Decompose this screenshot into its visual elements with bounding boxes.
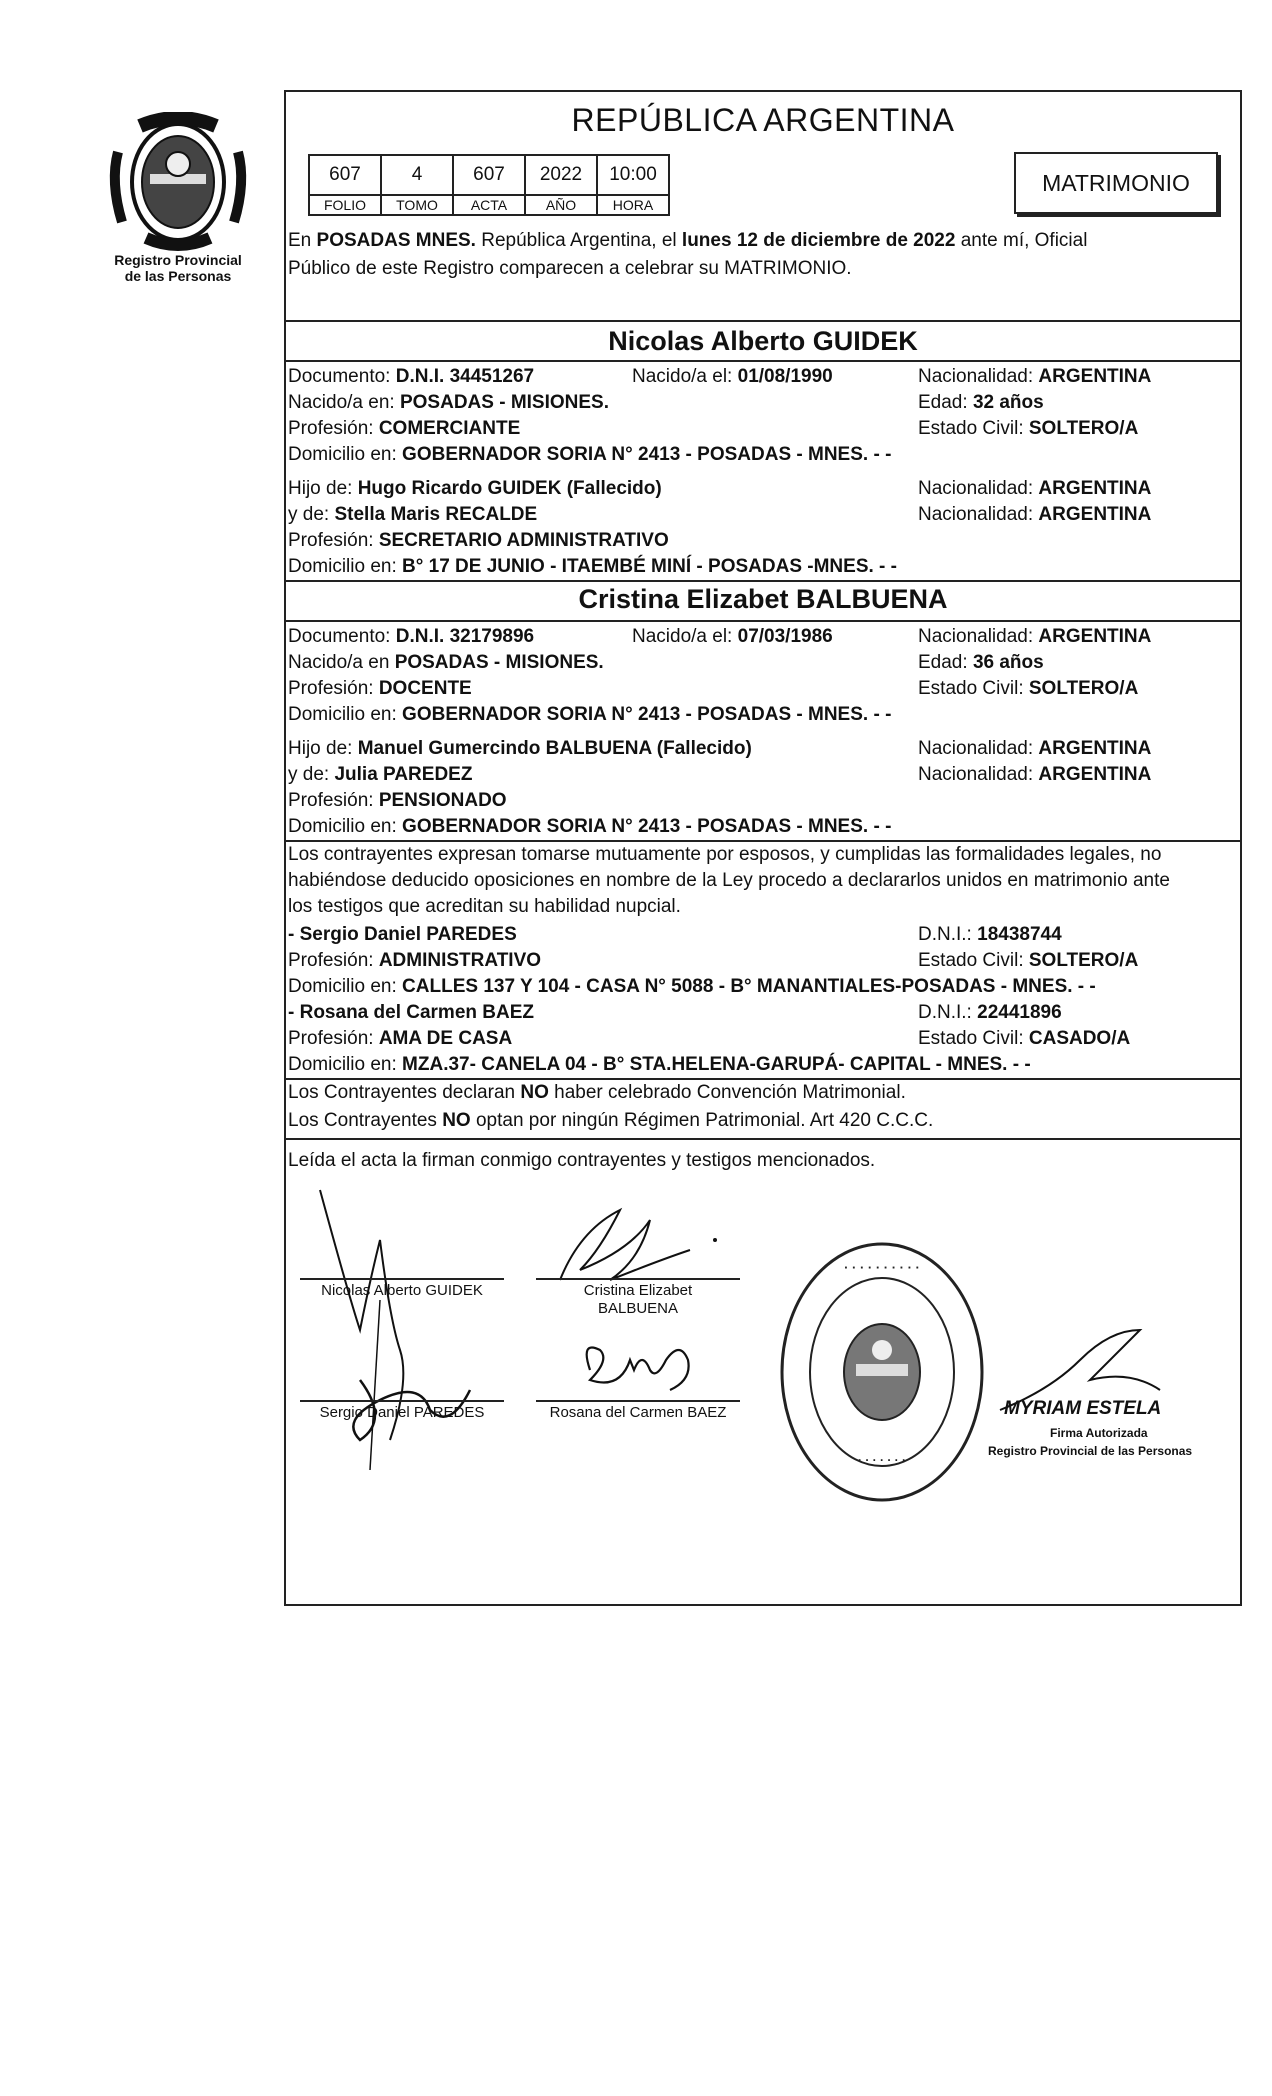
divider xyxy=(284,360,1242,362)
signature-caption-1: Nicolas Alberto GUIDEK xyxy=(321,1282,483,1299)
divider xyxy=(284,320,1242,322)
value: 07/03/1986 xyxy=(737,626,833,647)
value: 18438744 xyxy=(977,924,1062,945)
signature-line xyxy=(300,1278,504,1280)
spouse1-mother-nationality xyxy=(918,504,1151,526)
intro-text: En xyxy=(288,230,317,251)
spouse2-mother xyxy=(288,764,472,786)
tomo-value: 4 xyxy=(381,155,453,195)
official-name: MYRIAM ESTELA xyxy=(1004,1398,1162,1419)
value: 01/08/1990 xyxy=(737,366,833,387)
signature-line xyxy=(536,1278,740,1280)
label: Profesión: xyxy=(288,1028,379,1049)
value: Stella Maris RECALDE xyxy=(334,504,538,525)
label: Edad: xyxy=(918,652,973,673)
official-seal-stamp xyxy=(772,1232,992,1512)
witness2-civil-status xyxy=(918,1028,1130,1050)
label: Domicilio en: xyxy=(288,704,403,725)
value: Julia PAREDEZ xyxy=(334,764,473,785)
value: SECRETARIO ADMINISTRATIVO xyxy=(378,530,669,551)
signature-scribble-4 xyxy=(570,1330,710,1400)
value: ARGENTINA xyxy=(1038,478,1152,499)
spouse2-parent-profession xyxy=(288,790,507,812)
value: ARGENTINA xyxy=(1038,738,1152,759)
label: Profesión: xyxy=(288,950,379,971)
spouse2-father xyxy=(288,738,752,760)
registry-caption-line2: de las Personas xyxy=(124,268,232,284)
value: SOLTERO/A xyxy=(1028,950,1139,971)
label: Documento: xyxy=(288,626,396,647)
value: DOCENTE xyxy=(378,678,472,699)
label: Documento: xyxy=(288,366,396,387)
act-type-box: MATRIMONIO xyxy=(1014,152,1218,214)
label: Nacionalidad: xyxy=(918,738,1039,759)
hora-value: 10:00 xyxy=(597,155,669,195)
divider xyxy=(284,620,1242,622)
label: Domicilio en: xyxy=(288,1054,403,1075)
declaration-line1: Los contrayentes expresan tomarse mutuamente por esposos, y cumplidas las formalidades legales, no xyxy=(288,844,1162,865)
label: Domicilio en: xyxy=(288,444,403,465)
value: GOBERNADOR SORIA N° 2413 - POSADAS - MNES. - - xyxy=(402,704,892,725)
label: y de: xyxy=(288,504,335,525)
spouse2-name: Cristina Elizabet BALBUENA xyxy=(578,584,948,614)
value: ARGENTINA xyxy=(1038,366,1152,387)
intro-line1 xyxy=(288,230,1087,252)
value: D.N.I. 32179896 xyxy=(395,626,535,647)
label: Profesión: xyxy=(288,418,379,439)
spouse2-birthdate xyxy=(632,626,833,648)
text: optan por ningún Régimen Patrimonial. Art 420 C.C.C. xyxy=(470,1110,934,1131)
spouse1-name: Nicolas Alberto GUIDEK xyxy=(608,326,918,356)
value: B° 17 DE JUNIO - ITAEMBÉ MINÍ - POSADAS -MNES. - - xyxy=(402,556,897,577)
spouse1-nationality xyxy=(918,366,1151,388)
value: CASADO/A xyxy=(1028,1028,1131,1049)
value: ADMINISTRATIVO xyxy=(378,950,542,971)
value: ARGENTINA xyxy=(1038,626,1152,647)
intro-text: República Argentina, el xyxy=(475,230,682,251)
signature-caption-2-line2: BALBUENA xyxy=(597,1300,679,1317)
spouse1-father xyxy=(288,478,662,500)
label: Nacionalidad: xyxy=(918,764,1039,785)
value: Manuel Gumercindo BALBUENA (Fallecido) xyxy=(357,738,752,759)
spouse1-birthplace xyxy=(288,392,609,414)
declaration-line3: los testigos que acreditan su habilidad nupcial. xyxy=(288,896,681,917)
label: Nacido/a el: xyxy=(632,626,738,647)
label: Profesión: xyxy=(288,678,379,699)
svg-text:· · · · · · ·: · · · · · · · xyxy=(858,1453,906,1467)
label: Profesión: xyxy=(288,530,379,551)
value: GOBERNADOR SORIA N° 2413 - POSADAS - MNES. - - xyxy=(402,444,892,465)
label: Domicilio en: xyxy=(288,816,403,837)
spouse2-nationality xyxy=(918,626,1151,648)
svg-text:· · · · · · · · · ·: · · · · · · · · · · xyxy=(844,1260,920,1275)
folio-value: 607 xyxy=(309,155,381,195)
witness1-profession xyxy=(288,950,541,972)
spouse1-profession xyxy=(288,418,520,440)
label: Nacido/a en xyxy=(288,652,395,673)
spouse1-birthdate xyxy=(632,366,833,388)
label: Hijo de: xyxy=(288,738,358,759)
value: 32 años xyxy=(972,392,1044,413)
text: haber celebrado Convención Matrimonial. xyxy=(548,1082,906,1103)
anio-label: AÑO xyxy=(525,195,597,215)
value: 22441896 xyxy=(977,1002,1062,1023)
spouse1-document xyxy=(288,366,534,388)
spouse2-address xyxy=(288,704,891,726)
label: D.N.I.: xyxy=(918,1002,978,1023)
spouse2-civil-status xyxy=(918,678,1138,700)
spouse1-mother xyxy=(288,504,537,526)
text: Los Contrayentes declaran xyxy=(288,1082,521,1103)
signature-caption-4: Rosana del Carmen BAEZ xyxy=(549,1404,727,1421)
label: Nacionalidad: xyxy=(918,478,1039,499)
witness2-dni xyxy=(918,1002,1062,1024)
value: ARGENTINA xyxy=(1038,764,1152,785)
intro-date: lunes 12 de diciembre de 2022 xyxy=(681,230,956,251)
witness1-dni xyxy=(918,924,1062,946)
acta-label: ACTA xyxy=(453,195,525,215)
value: ARGENTINA xyxy=(1038,504,1152,525)
spouse1-parent-address xyxy=(288,556,897,578)
spouse2-profession xyxy=(288,678,472,700)
divider xyxy=(284,1138,1242,1140)
label: Nacionalidad: xyxy=(918,626,1039,647)
spouse1-civil-status xyxy=(918,418,1138,440)
value: D.N.I. 34451267 xyxy=(395,366,535,387)
signature-line xyxy=(536,1400,740,1402)
label: Nacionalidad: xyxy=(918,366,1039,387)
value: PENSIONADO xyxy=(378,790,507,811)
value: COMERCIANTE xyxy=(378,418,521,439)
intro-line2: Público de este Registro comparecen a celebrar su MATRIMONIO. xyxy=(288,258,852,279)
anio-value: 2022 xyxy=(525,155,597,195)
text: NO xyxy=(442,1110,471,1131)
label: Nacido/a en: xyxy=(288,392,400,413)
signature-scribble-1 xyxy=(300,1180,520,1480)
official-role: Firma Autorizada xyxy=(1050,1426,1148,1440)
spouse1-parent-profession xyxy=(288,530,669,552)
registry-caption-line1: Registro Provincial xyxy=(114,252,242,268)
spouse1-father-nationality xyxy=(918,478,1151,500)
spouse2-mother-nationality xyxy=(918,764,1151,786)
label: D.N.I.: xyxy=(918,924,978,945)
spouse2-parent-address xyxy=(288,816,891,838)
value: SOLTERO/A xyxy=(1028,678,1139,699)
value: AMA DE CASA xyxy=(378,1028,513,1049)
intro-place: POSADAS MNES. xyxy=(316,230,476,251)
spouse2-father-nationality xyxy=(918,738,1151,760)
spouse1-age xyxy=(918,392,1044,414)
acta-value: 607 xyxy=(453,155,525,195)
value: 36 años xyxy=(972,652,1044,673)
witness1-name: - Sergio Daniel PAREDES xyxy=(288,924,517,945)
spouse2-age xyxy=(918,652,1044,674)
value: SOLTERO/A xyxy=(1028,418,1139,439)
country-title: REPÚBLICA ARGENTINA xyxy=(571,102,955,138)
label: Domicilio en: xyxy=(288,556,403,577)
value: Hugo Ricardo GUIDEK (Fallecido) xyxy=(357,478,662,499)
folio-label: FOLIO xyxy=(309,195,381,215)
label: Estado Civil: xyxy=(918,950,1029,971)
value: MZA.37- CANELA 04 - B° STA.HELENA-GARUPÁ- CAPITAL - MNES. - - xyxy=(402,1054,1031,1075)
intro-text: ante mí, Oficial xyxy=(955,230,1088,251)
witness2-profession xyxy=(288,1028,512,1050)
hora-label: HORA xyxy=(597,195,669,215)
label: Domicilio en: xyxy=(288,976,403,997)
value: GOBERNADOR SORIA N° 2413 - POSADAS - MNES. - - xyxy=(402,816,892,837)
witness2-address xyxy=(288,1054,1031,1076)
label: Estado Civil: xyxy=(918,418,1029,439)
label: Estado Civil: xyxy=(918,1028,1029,1049)
spouse1-address xyxy=(288,444,891,466)
declaration-line2: habiéndose deducido oposiciones en nombre de la Ley procedo a declararlos unidos en matrimonio ante xyxy=(288,870,1170,891)
signature-caption-3: Sergio Daniel PAREDES xyxy=(319,1404,485,1421)
registry-data-table xyxy=(308,154,670,216)
value: CALLES 137 Y 104 - CASA N° 5088 - B° MANANTIALES-POSADAS - MNES. - - xyxy=(402,976,1096,997)
witness1-address xyxy=(288,976,1096,998)
label: Nacido/a el: xyxy=(632,366,738,387)
signature-line xyxy=(300,1400,504,1402)
label: Estado Civil: xyxy=(918,678,1029,699)
value: POSADAS - MISIONES. xyxy=(399,392,609,413)
regime-line2 xyxy=(288,1110,933,1132)
divider xyxy=(284,580,1242,582)
spouse2-birthplace xyxy=(288,652,604,674)
official-office: Registro Provincial de las Personas xyxy=(988,1444,1193,1458)
witness1-civil-status xyxy=(918,950,1138,972)
label: y de: xyxy=(288,764,335,785)
spouse2-document xyxy=(288,626,534,648)
tomo-label: TOMO xyxy=(381,195,453,215)
signature-caption-2-line1: Cristina Elizabet xyxy=(583,1282,693,1299)
text: Los Contrayentes xyxy=(288,1110,443,1131)
label: Edad: xyxy=(918,392,973,413)
text: NO xyxy=(520,1082,549,1103)
label: Hijo de: xyxy=(288,478,358,499)
registry-caption xyxy=(88,252,268,284)
witness2-name: - Rosana del Carmen BAEZ xyxy=(288,1002,534,1023)
regime-line1 xyxy=(288,1082,906,1104)
closing-text: Leída el acta la firman conmigo contrayentes y testigos mencionados. xyxy=(288,1150,876,1171)
signature-caption-2 xyxy=(536,1282,740,1318)
value: POSADAS - MISIONES. xyxy=(394,652,604,673)
divider xyxy=(284,840,1242,842)
divider xyxy=(284,1078,1242,1080)
label: Profesión: xyxy=(288,790,379,811)
label: Nacionalidad: xyxy=(918,504,1039,525)
